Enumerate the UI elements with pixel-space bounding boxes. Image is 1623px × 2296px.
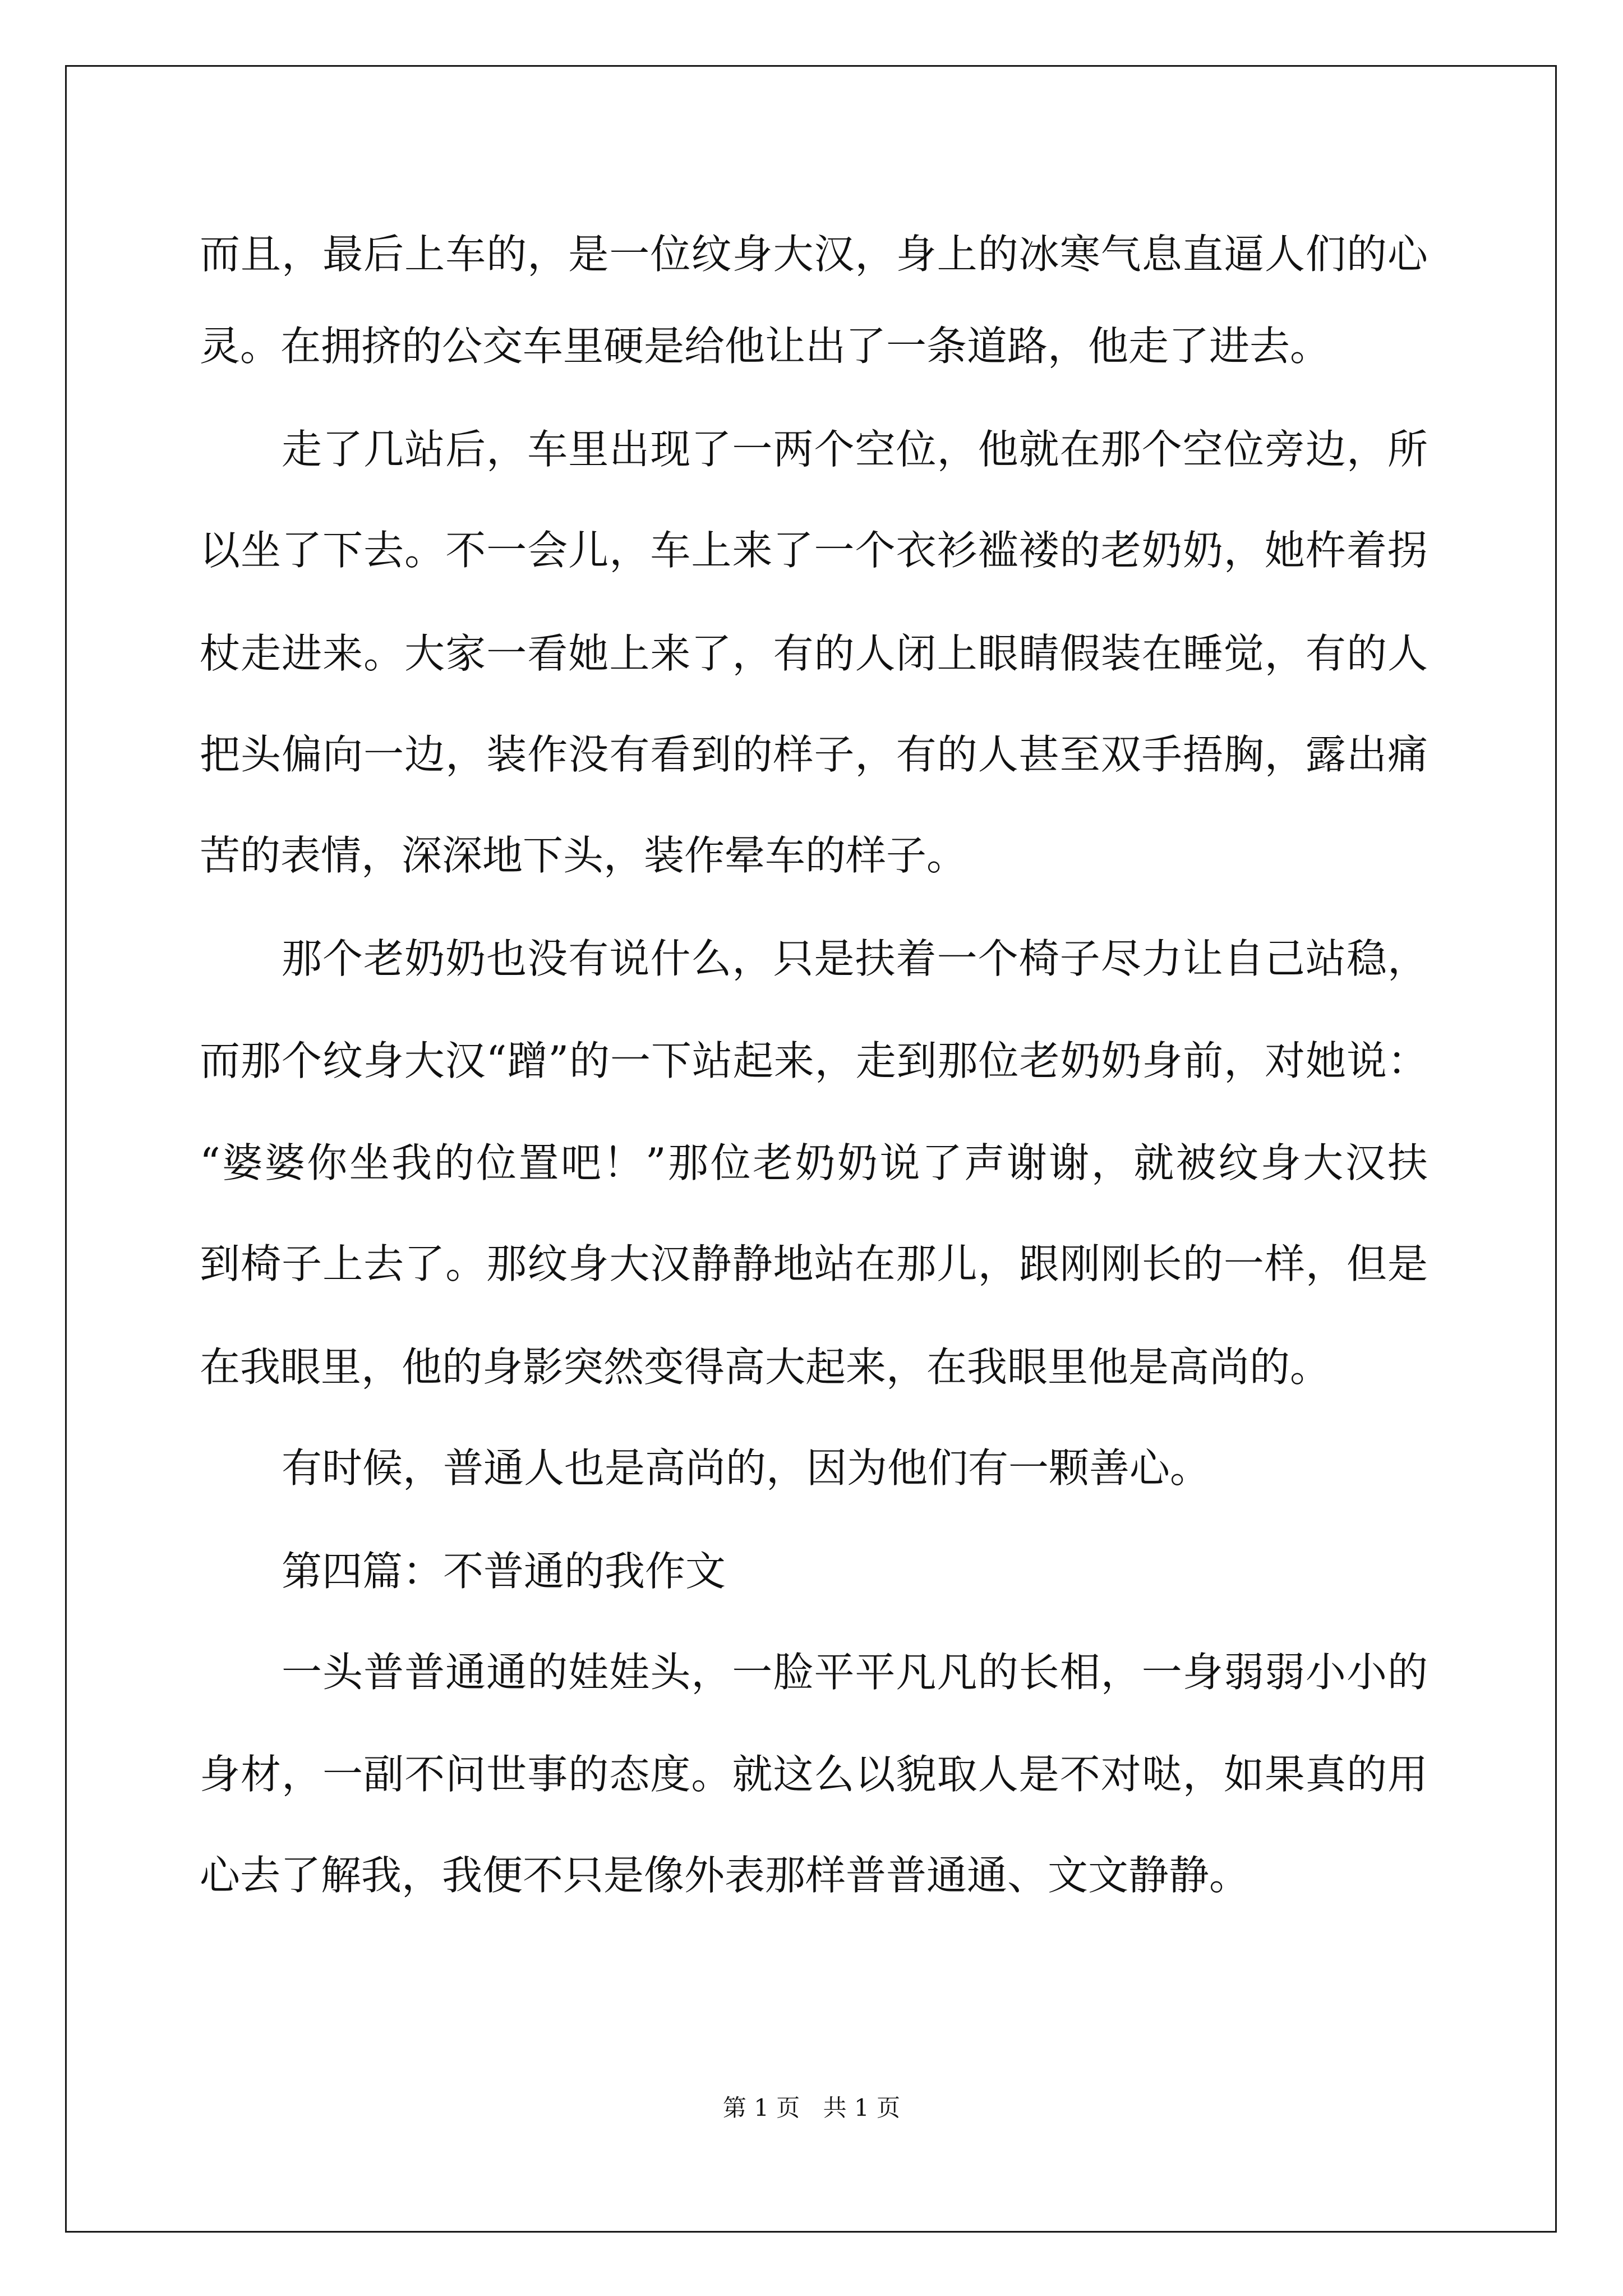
text-line: 把头偏向一边，装作没有看到的样子，有的人甚至双手捂胸，露出痛 [200, 731, 1428, 778]
text-line: “婆婆你坐我的位置吧！”那位老奶奶说了声谢谢，就被纹身大汉扶 [200, 1139, 1428, 1186]
text-line: 到椅子上去了。那纹身大汉静静地站在那儿，跟刚刚长的一样，但是 [200, 1240, 1428, 1287]
text-line: 心去了解我，我便不只是像外表那样普普通通、文文静静。 [200, 1852, 1250, 1899]
text-line: 走了几站后，车里出现了一两个空位，他就在那个空位旁边，所 [282, 426, 1428, 473]
page-total: 共 1 页 [823, 2094, 901, 2122]
text-line: 以坐了下去。不一会儿，车上来了一个衣衫褴褛的老奶奶，她杵着拐 [200, 527, 1428, 574]
text-line: 在我眼里，他的身影突然变得高大起来，在我眼里他是高尚的。 [200, 1343, 1331, 1391]
text-line: 杖走进来。大家一看她上来了，有的人闭上眼睛假装在睡觉，有的人 [200, 630, 1428, 677]
text-line: 身材，一副不问世事的态度。就这么以貌取人是不对哒，如果真的用 [200, 1751, 1428, 1798]
text-line: 那个老奶奶也没有说什么，只是扶着一个椅子尽力让自己站稳， [282, 935, 1428, 982]
page-number: 第 1 页 [722, 2094, 800, 2122]
text-line: 一头普普通通的娃娃头，一脸平平凡凡的长相，一身弱弱小小的 [282, 1649, 1428, 1696]
text-line: 苦的表情，深深地下头，装作晕车的样子。 [200, 832, 967, 879]
text-line: 有时候，普通人也是高尚的，因为他们有一颗善心。 [282, 1444, 1211, 1492]
text-line: 灵。在拥挤的公交车里硬是给他让出了一条道路，他走了进去。 [200, 323, 1331, 370]
section-heading: 第四篇：不普通的我作文 [282, 1548, 726, 1595]
page-footer [0, 2091, 1623, 2125]
text-line: 而那个纹身大汉“蹭”的一下站起来，走到那位老奶奶身前，对她说： [200, 1037, 1428, 1084]
text-line: 而且，最后上车的，是一位纹身大汉，身上的冰寒气息直逼人们的心 [200, 231, 1428, 278]
